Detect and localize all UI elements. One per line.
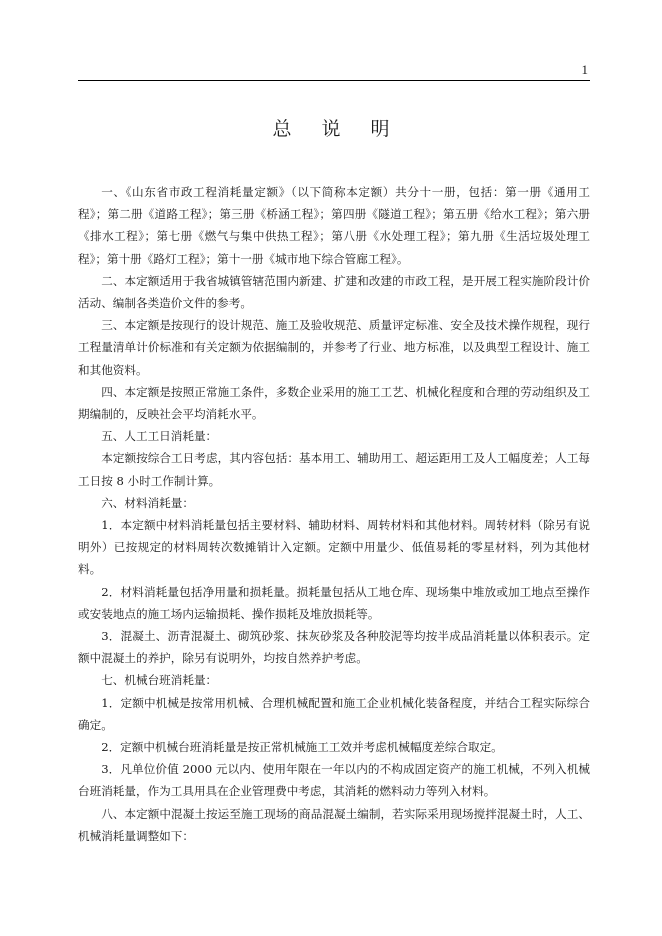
paragraph-labor: 本定额按综合工日考虑，其内容包括：基本用工、辅助用工、超运距用工及人工幅度差；人工每工日按 8 小时工作制计算。: [78, 451, 590, 488]
paragraph-2: 二、本定额适用于我省城镇管辖范围内新建、扩建和改建的市政工程，是开展工程实施阶段计价活动、编制各类造价文件的参考。: [78, 273, 590, 311]
paragraph-machinery-3: 3．凡单位价值 2000 元以内、使用年限在一年以内的不构成固定资产的施工机械，不列入机械台班消耗量，作为工具用具在企业管理费中考虑，其消耗的燃料动力等列入材料。: [78, 762, 590, 799]
document-title: 总 说 明: [272, 118, 402, 140]
paragraph-8: 八、本定额中混凝土按运至施工现场的商品混凝土编制，若实际采用现场搅拌混凝土时，人工、机械消耗量调整如下：: [78, 806, 590, 843]
section-heading-labor: 五、人工工日消耗量：: [101, 429, 218, 444]
section-heading-machinery: 七、机械台班消耗量：: [101, 673, 218, 688]
header-rule: [78, 80, 590, 81]
paragraph-1: 一、《山东省市政工程消耗量定额》（以下简称本定额）共分十一册，包括：第一册《通用工程》；第二册《道路工程》；第三册《桥涵工程》；第四册《隧道工程》；第五册《给水工程》；第六册《排水工程》；第七册《燃气与集中供热工程》；第八册《水处理工程》；第九册《生活垃圾处理工程》；第十册《路灯工程》；第十一册《城市地下综合管廊工程》。: [78, 185, 590, 266]
paragraph-machinery-1: 1．定额中机械是按常用机械、合理机械配置和施工企业机械化装备程度，并结合工程实际综合确定。: [78, 695, 590, 732]
paragraph-3: 三、本定额是按现行的设计规范、施工及验收规范、质量评定标准、安全及技术操作规程，现行工程量清单计价标准和有关定额为依据编制的，并参考了行业、地方标准，以及典型工程设计、施工和其他资料。: [78, 318, 590, 377]
paragraph-materials-2: 2．材料消耗量包括净用量和损耗量。损耗量包括从工地仓库、现场集中堆放或加工地点至操作或安装地点的施工场内运输损耗、操作损耗及堆放损耗等。: [78, 584, 590, 621]
paragraph-machinery-2: 2．定额中机械台班消耗量是按正常机械施工工效并考虑机械幅度差综合取定。: [101, 740, 503, 755]
page-number: 1: [581, 62, 588, 77]
paragraph-materials-1: 1．本定额中材料消耗量包括主要材料、辅助材料、周转材料和其他材料。周转材料（除另有说明外）已按规定的材料周转次数摊销计入定额。定额中用量少、低值易耗的零星材料，列为其他材料。: [78, 518, 590, 577]
section-heading-materials: 六、材料消耗量：: [101, 495, 194, 510]
document-body: [78, 181, 590, 847]
paragraph-4: 四、本定额是按照正常施工条件，多数企业采用的施工工艺、机械化程度和合理的劳动组织及工期编制的，反映社会平均消耗水平。: [78, 384, 590, 422]
paragraph-materials-3: 3．混凝土、沥青混凝土、砌筑砂浆、抹灰砂浆及各种胶泥等均按半成品消耗量以体积表示。定额中混凝土的养护，除另有说明外，均按自然养护考虑。: [78, 629, 590, 666]
